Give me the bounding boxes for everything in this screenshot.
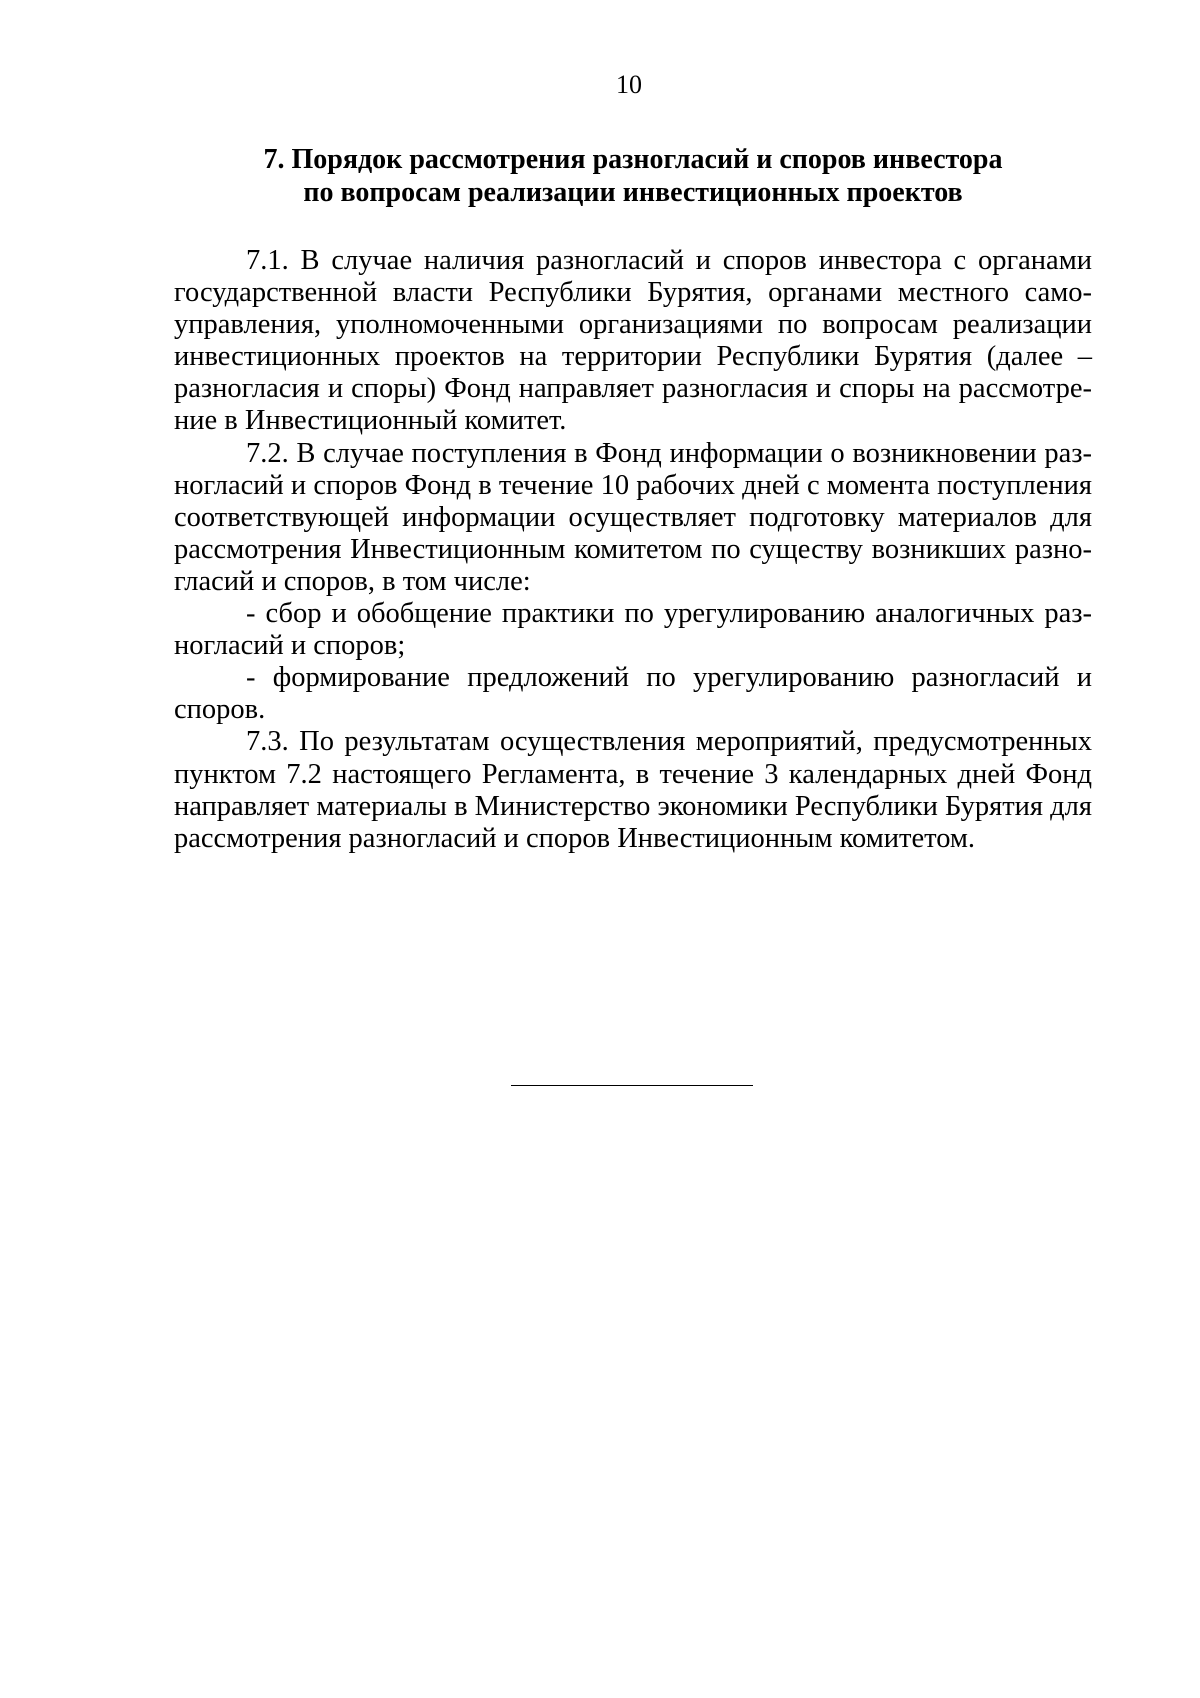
body-line: рассмотрения разногласий и споров Инвестиционным комитетом. bbox=[174, 822, 976, 854]
body-line: государственной власти Республики Бурятия, органами местного само- bbox=[174, 277, 1092, 309]
body-line: гласий и споров, в том числе: bbox=[174, 565, 531, 597]
body-line: споров. bbox=[174, 694, 266, 726]
body-line: - сбор и обобщение практики по урегулированию аналогичных раз- bbox=[246, 598, 1092, 630]
section-title-line-2: по вопросам реализации инвестиционных проектов bbox=[303, 177, 963, 208]
body-line: пунктом 7.2 настоящего Регламента, в течение 3 календарных дней Фонд bbox=[174, 758, 1092, 790]
body-line: ногласий и споров; bbox=[174, 630, 406, 662]
body-line: ние в Инвестиционный комитет. bbox=[174, 405, 567, 437]
body-line: инвестиционных проектов на территории Республики Бурятия (далее – bbox=[174, 341, 1092, 373]
body-line: ногласий и споров Фонд в течение 10 рабочих дней с момента поступления bbox=[174, 469, 1092, 501]
body-line: направляет материалы в Министерство экономики Республики Бурятия для bbox=[174, 790, 1092, 822]
end-separator-line bbox=[511, 1085, 753, 1086]
section-body bbox=[174, 245, 1092, 855]
body-line: разногласия и споры) Фонд направляет разногласия и споры на рассмотре- bbox=[174, 373, 1092, 405]
body-line: управления, уполномоченными организациями по вопросам реализации bbox=[174, 309, 1092, 341]
section-title-line-1: 7. Порядок рассмотрения разногласий и споров инвестора bbox=[263, 144, 1003, 175]
section-title bbox=[174, 143, 1092, 209]
body-line: - формирование предложений по урегулированию разногласий и bbox=[246, 662, 1092, 694]
body-line: соответствующей информации осуществляет подготовку материалов для bbox=[174, 501, 1092, 533]
body-line: 7.1. В случае наличия разногласий и споров инвестора с органами bbox=[246, 245, 1092, 276]
body-line: рассмотрения Инвестиционным комитетом по существу возникших разно- bbox=[174, 533, 1092, 565]
body-line: 7.3. По результатам осуществления мероприятий, предусмотренных bbox=[246, 726, 1092, 758]
page-number: 10 bbox=[616, 70, 642, 99]
body-line: 7.2. В случае поступления в Фонд информации о возникновении раз- bbox=[246, 437, 1092, 469]
